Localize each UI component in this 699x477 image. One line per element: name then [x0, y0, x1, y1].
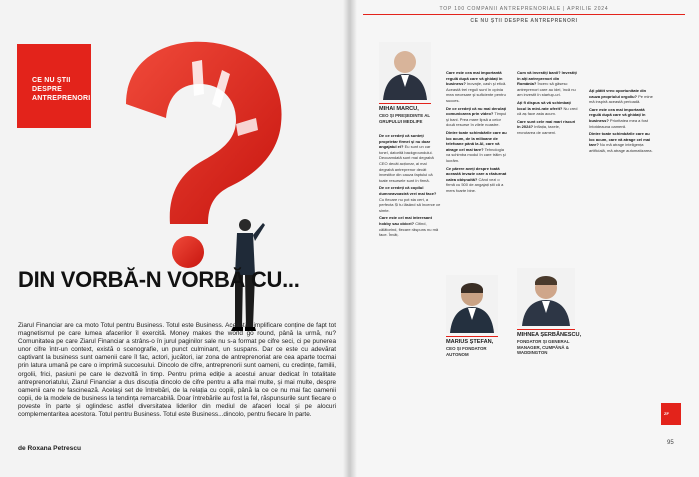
- person-role: CEO ȘI FONDATOR AUTONOM: [446, 346, 487, 357]
- article-byline: de Roxana Petrescu: [18, 445, 82, 452]
- answer: Citind, călătorind, fiecare răspuns nu mă face. Învăț.: [379, 220, 439, 238]
- article-intro: Ziarul Financiar are ca moto Totul pentru Business. Totul este Business. Această simplificare conține de fapt tot magnetismul pe care lumea afacerilor îl exercită. Money makes the world go round, până la urmă, nu? Comunitatea pe care Ziarul Financiar a strâns-o în jurul paginilor sale nu s-a format pe cifre seci, ci pe punerea unor cifre într-un context, există o scenografie, un punct culminant, un suspans. Dar ce este cu adevărat captivant la business sunt oamenii care îl fac, actori, jucători, iar zona de antreprenoriat are cea aparte tocmai prin latura umană pe care o imprimă succesului. Dincolo de cifre, antreprenorii sunt oameni, cu credințe, familii, orgolii, frici, pasiuni pe care le dezvoltă în timp. Pentru prima ediție a acestui anuar dedicat în totalitate antreprenoriatului, Ziarul Financiar a dus discuția dincolo de cifre pentru a afla mai multe, și mai multe, despre oamenii care ne fascinează. Acelaşi set de întrebări, de la relația cu copiii, până la ce ce nu mai fac oamenii copii, de la modele de business la tendința remarcabilă. Doar întrebările au fost la fel, răspunsurile sunt fiecare o poveste în parte și oglindesc astfel diversitatea liderilor din mediul de afaceri local și pe alocuri complementaritea acestora. Totul pentru Business. Totul este Business...dincolo, pentru fiecare în parte.: [18, 322, 336, 419]
- question: Care sunt cele mai mari riscuri în 2024?: [517, 118, 576, 130]
- question: Care este cea mai importantă regulă după care vă ghidați în business?: [446, 70, 503, 87]
- header-rule: [363, 14, 685, 15]
- question: Ce părere aveți despre toată această invazie care a răsturnat calea obișnuită?: [446, 165, 507, 182]
- answer: Pe mine mă inspiră această perioadă.: [589, 93, 653, 105]
- question: De ce credeți că sunteți proprietar firmei și nu doar angajatul ei?: [379, 133, 431, 150]
- text-column-2: [446, 70, 508, 270]
- answer: Inflația, taxele, recrutarea de oameni.: [517, 124, 560, 135]
- portrait-marius-stefan: [446, 275, 498, 333]
- person-role: FONDATOR ȘI GENERAL MANAGER, CUMPĂNĂ & WADDINGTON: [517, 339, 570, 356]
- answer: Tehnologia va schimba modul în care trăim şi lucrăm.: [446, 146, 506, 163]
- zf-logo: [661, 403, 681, 425]
- answer: Inovaţie, cash şi etică. Această trei reguli sunt în opinia mea necesare şi suficiente pentru succes.: [446, 81, 507, 103]
- question: Ați fi dispus să vă schimbați locul la mini-rate oferit?: [517, 99, 571, 111]
- page-gutter-shadow: [343, 0, 357, 477]
- text-column-4: [589, 88, 655, 388]
- person-name: MARIUS ȘTEFAN,: [446, 339, 494, 345]
- portrait-mihnea-serbanescu: [517, 268, 575, 326]
- text-column-3: [517, 70, 579, 265]
- person-name: MIHAI MARCU,: [379, 106, 419, 112]
- section-tag: [17, 44, 91, 128]
- answer: Timpul şi bani. Prea mare lipsă a celor două resurse în zilele noastre.: [446, 111, 507, 128]
- question: Ați plătit vreo oportunitate din cauza propriului orgoliu?: [589, 88, 647, 99]
- zf-logo-text: ZF: [664, 411, 669, 416]
- answer: Nu cred că aș face asta acum.: [517, 105, 578, 117]
- portrait-divider: [379, 103, 431, 104]
- question: Dintre toate schimbările care au loc acum, de la milioane de telefoane până la AI, care vă atrage cel mai tare?: [446, 129, 507, 152]
- question: Cum vă investiți banii? Investiți în alți antreprenori din România?: [517, 70, 577, 87]
- question: De ce credeți că nu mai derulați comunicarea prin video?: [446, 105, 507, 117]
- running-header: TOP 100 COMPANII ANTREPRENORIALE | APRILIE 2024: [439, 6, 609, 12]
- right-page: [349, 0, 699, 477]
- section-tag-label: CE NU ȘTII DESPRE ANTREPRENORI: [32, 77, 91, 102]
- text-column-1: [379, 133, 441, 473]
- answer: Cu fiecare nu pot sta cert, a perfecta Și tu lăsând să încerce ce simte.: [379, 196, 441, 213]
- answer: Încerc să găsesc antreprenori care au idei, încă nu am investit în startup-uri.: [517, 81, 576, 98]
- portrait-divider: [446, 336, 498, 337]
- person-name: MIHNEA ȘERBĂNESCU,: [517, 332, 582, 338]
- answer: Nu mă atrage inteligența artificială, mă atrage automatizarea.: [589, 142, 653, 153]
- question: De ce credeți că copilul dumneavoastră vrei mai face?: [379, 185, 437, 196]
- person-photo: [517, 268, 575, 326]
- answer: Prioritatea mea a fost întotdeauna oamenii.: [589, 117, 648, 129]
- section-label: CE NU ȘTII DESPRE ANTREPRENORI: [470, 18, 578, 24]
- page-number: 95: [667, 440, 674, 446]
- article-headline: DIN VORBĂ-N VORBĂ CU...: [18, 267, 300, 292]
- question: Care este cel mai interesant hobby sau obicei?: [379, 215, 432, 226]
- question: Dintre toate schimbările care au loc acum, care vă atrage cel mai tare?: [589, 131, 651, 148]
- portrait-mihai-marcu: [379, 42, 431, 100]
- person-photo: [446, 275, 498, 333]
- question: Care este cea mai importantă regulă după care vă ghidați în business?: [589, 106, 646, 123]
- answer: Când vezi o firmă cu 500 de angajați știi că a mers foarte bine.: [446, 176, 504, 193]
- person-role: CEO ȘI PREȘEDINTE AL GRUPULUI MEDLIFE: [379, 113, 430, 124]
- portrait-divider: [517, 329, 575, 330]
- left-page: [0, 0, 349, 477]
- person-photo: [379, 42, 431, 100]
- answer: Eu sunt un car tonel, datorită backgroundului. Deocamdată sunt mai degrabă CEO decât acționar, ai mai degrabă antreprenor decât investitor din cauza faptului că toate resursele sunt în firmă.: [379, 144, 434, 183]
